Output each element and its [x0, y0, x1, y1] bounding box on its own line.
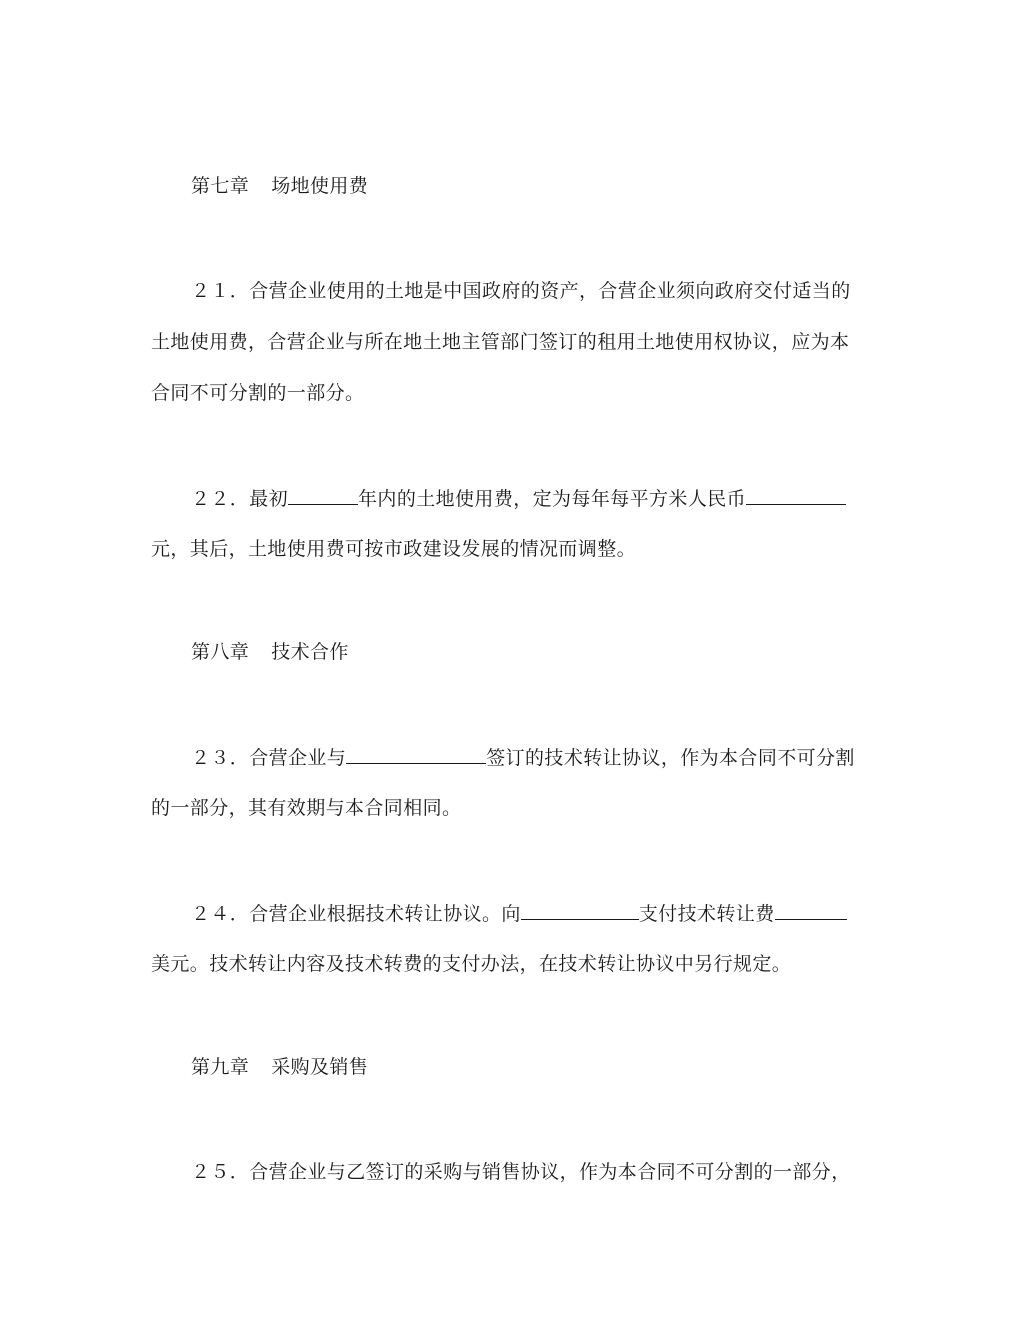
article-21-line-1	[151, 279, 871, 303]
article-21-text-2: 土地使用费，合营企业与所在地土地主管部门签订的租用土地使用权协议，应为本	[151, 331, 850, 353]
article-25-number: ２５．	[191, 1161, 250, 1183]
blank-fee-rmb	[746, 486, 846, 505]
article-23-text-1a: 合营企业与	[249, 747, 347, 769]
article-22-text-2: 元，其后，土地使用费可按市政建设发展的情况而调整。	[151, 538, 637, 560]
article-22-line-2	[151, 537, 871, 561]
blank-years	[288, 486, 358, 505]
article-24-number: ２４．	[191, 903, 250, 925]
article-23-text-2: 的一部分，其有效期与本合同相同。	[151, 797, 462, 819]
article-22-number: ２２．	[191, 488, 250, 510]
chapter-9-heading	[191, 1055, 911, 1079]
blank-fee-usd	[775, 901, 847, 920]
blank-party	[346, 745, 486, 764]
article-21-text-1: 合营企业使用的土地是中国政府的资产，合营企业须向政府交付适当的	[249, 280, 851, 302]
article-24-text-1a: 合营企业根据技术转让协议。向	[249, 903, 521, 925]
article-22-text-1b: 年内的土地使用费，定为每年每平方米人民币	[358, 488, 747, 510]
article-21-text-3: 合同不可分割的一部分。	[151, 382, 365, 404]
chapter-8-number: 第八章	[191, 641, 250, 663]
chapter-7-heading	[191, 174, 911, 198]
chapter-7-title: 场地使用费	[271, 175, 369, 197]
article-23-line-1	[151, 745, 871, 770]
article-22-text-1a: 最初	[249, 488, 289, 510]
chapter-8-heading	[191, 640, 911, 664]
article-23-number: ２３．	[191, 747, 250, 769]
article-24-text-1b: 支付技术转让费	[638, 903, 775, 925]
article-24-text-2: 美元。技术转让内容及技术转费的支付办法，在技术转让协议中另行规定。	[151, 953, 792, 975]
chapter-8-title: 技术合作	[271, 641, 349, 663]
article-25-text-1: 合营企业与乙签订的采购与销售协议，作为本合同不可分割的一部分，	[249, 1161, 851, 1183]
article-22-line-1	[151, 486, 871, 511]
article-24-line-1	[151, 901, 871, 926]
article-25-line-1	[151, 1160, 871, 1184]
blank-recipient	[521, 901, 639, 920]
article-21-number: ２１．	[191, 280, 250, 302]
article-24-line-2	[151, 952, 871, 976]
article-23-line-2	[151, 796, 871, 820]
chapter-9-title: 采购及销售	[271, 1056, 369, 1078]
chapter-9-number: 第九章	[191, 1056, 250, 1078]
article-21-line-3	[151, 381, 871, 405]
article-23-text-1b: 签订的技术转让协议，作为本合同不可分割	[486, 747, 855, 769]
chapter-7-number: 第七章	[191, 175, 250, 197]
article-21-line-2	[151, 330, 871, 354]
